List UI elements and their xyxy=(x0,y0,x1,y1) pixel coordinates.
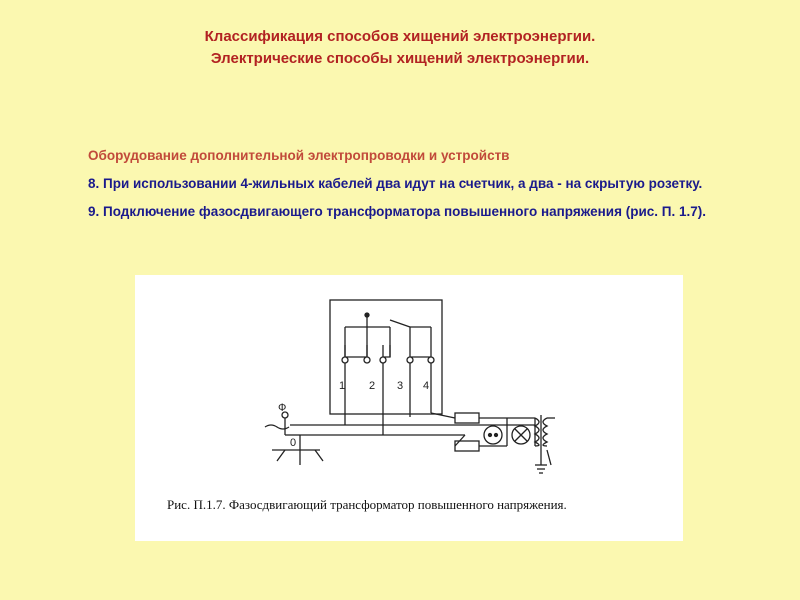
list-item-9: 9. Подключение фазосдвигающего трансформатора повышенного напряжения (рис. П. 1.7). xyxy=(88,204,707,219)
wiring-figure xyxy=(135,275,683,541)
socket xyxy=(484,426,502,444)
slide-body xyxy=(80,146,760,230)
terminal-label-1: 1 xyxy=(339,380,346,392)
terminal-label-3: 3 xyxy=(397,380,404,392)
figure-caption: Рис. П.1.7. Фазосдвигающий трансформатор повышенного напряжения. xyxy=(167,497,567,512)
neutral-label: 0 xyxy=(290,437,297,449)
list-item-8: 8. При использовании 4-жильных кабелей два идут на счетчик, а два - на скрытую розетку. xyxy=(88,176,703,191)
phase-label: Ф xyxy=(278,402,287,414)
fuse-top xyxy=(455,413,479,423)
terminal-label-4: 4 xyxy=(423,380,430,392)
title-line-2: Электрические способы хищений электроэнергии. xyxy=(210,50,590,67)
section-heading: Оборудование дополнительной электропроводки и устройств xyxy=(88,148,510,163)
slide-title xyxy=(0,26,800,70)
title-line-1: Классификация способов хищений электроэнергии. xyxy=(204,28,596,45)
terminal-label-2: 2 xyxy=(369,380,376,392)
